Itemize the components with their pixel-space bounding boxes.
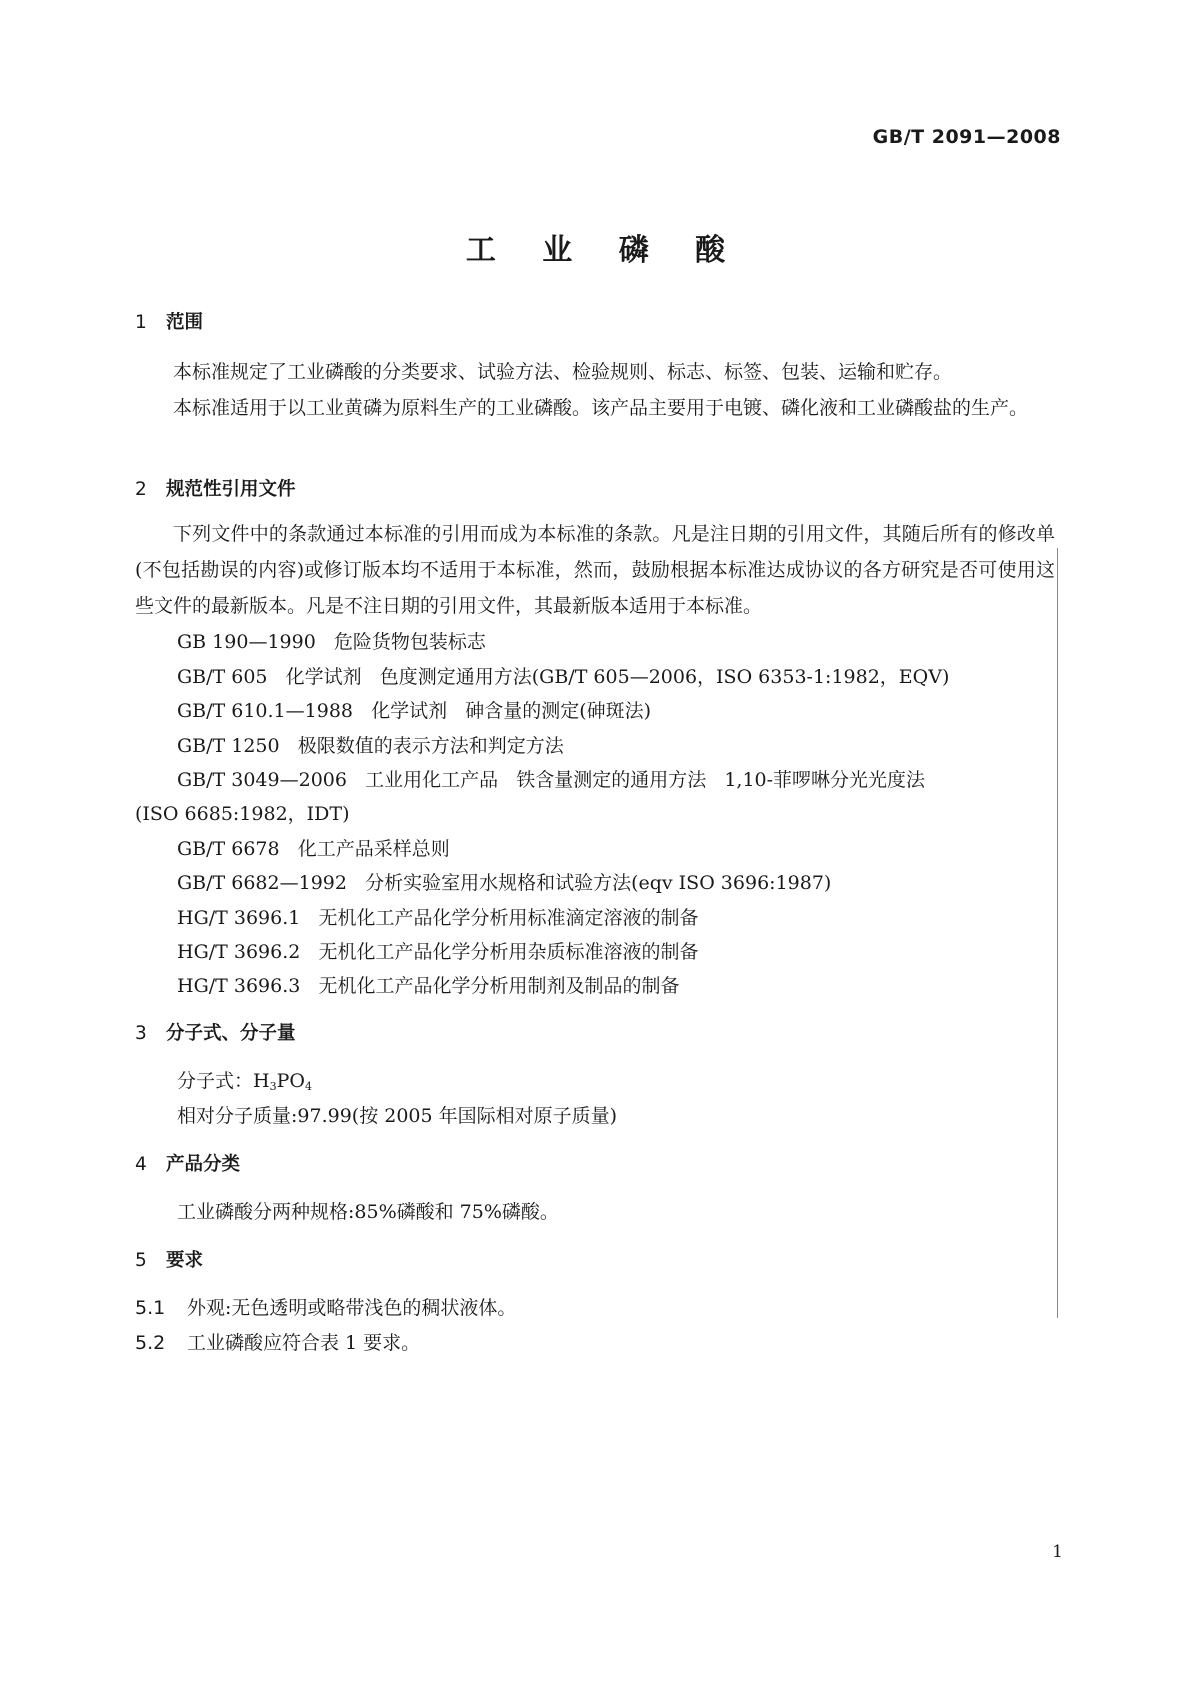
reference-item: GB/T 1250 极限数值的表示方法和判定方法 bbox=[177, 735, 564, 757]
section-title: 要求 bbox=[166, 1250, 204, 1271]
section-title: 分子式、分子量 bbox=[166, 1023, 296, 1044]
requirement-number: 5.2 bbox=[135, 1332, 166, 1354]
reference-item: GB/T 6678 化工产品采样总则 bbox=[177, 838, 450, 860]
reference-item: GB/T 605 化学试剂 色度测定通用方法(GB/T 605—2006，ISO 6353-1:1982，EQV) bbox=[177, 666, 950, 688]
requirement-item bbox=[135, 1328, 420, 1355]
section-number: 3 bbox=[135, 1023, 147, 1044]
requirement-text: 外观:无色透明或略带浅色的稠状液体。 bbox=[187, 1297, 517, 1319]
reference-item-continuation: (ISO 6685:1982，IDT) bbox=[135, 803, 350, 825]
document-title: 工 业 磷 酸 bbox=[465, 233, 744, 268]
section-title: 产品分类 bbox=[166, 1154, 241, 1175]
requirement-item bbox=[135, 1293, 516, 1320]
section-title: 规范性引用文件 bbox=[166, 479, 296, 500]
section-4-heading bbox=[135, 1150, 240, 1176]
reference-item: GB/T 610.1—1988 化学试剂 砷含量的测定(砷斑法) bbox=[177, 700, 652, 722]
section-1-paragraph-1: 本标准规定了工业磷酸的分类要求、试验方法、检验规则、标志、标签、包装、运输和贮存。 bbox=[173, 361, 953, 383]
section-5-heading bbox=[135, 1246, 203, 1272]
reference-item: GB/T 3049—2006 工业用化工产品 铁含量测定的通用方法 1,10-菲啰啉分光光度法 bbox=[177, 769, 926, 791]
section-number: 5 bbox=[135, 1250, 147, 1271]
reference-item: HG/T 3696.3 无机化工产品化学分析用制剂及制品的制备 bbox=[177, 975, 680, 997]
section-number: 2 bbox=[135, 479, 147, 500]
formula-label: 分子式： bbox=[177, 1070, 254, 1092]
section-1-heading bbox=[135, 308, 203, 334]
revision-bar bbox=[1057, 548, 1058, 1318]
requirement-text: 工业磷酸应符合表 1 要求。 bbox=[187, 1332, 421, 1354]
formula-h: H bbox=[253, 1070, 270, 1092]
reference-item: HG/T 3696.1 无机化工产品化学分析用标准滴定溶液的制备 bbox=[177, 907, 699, 929]
section-number: 4 bbox=[135, 1154, 147, 1175]
section-number: 1 bbox=[135, 312, 147, 333]
reference-item: GB/T 6682—1992 分析实验室用水规格和试验方法(eqv ISO 3696:1987) bbox=[177, 872, 832, 894]
formula-po-subscript: 4 bbox=[304, 1080, 312, 1093]
formula-po: PO bbox=[276, 1070, 305, 1092]
molecular-formula bbox=[177, 1066, 312, 1093]
standard-number: GB/T 2091—2008 bbox=[872, 126, 1061, 148]
section-title: 范围 bbox=[166, 312, 204, 333]
product-classification-text: 工业磷酸分两种规格:85%磷酸和 75%磷酸。 bbox=[177, 1201, 559, 1223]
reference-item: GB 190—1990 危险货物包装标志 bbox=[177, 631, 486, 653]
requirement-number: 5.1 bbox=[135, 1297, 166, 1319]
section-1-paragraph-2: 本标准适用于以工业黄磷为原料生产的工业磷酸。该产品主要用于电镀、磷化液和工业磷酸盐的生产。 bbox=[173, 397, 1029, 419]
reference-item: HG/T 3696.2 无机化工产品化学分析用杂质标准溶液的制备 bbox=[177, 941, 699, 963]
formula-h-subscript: 3 bbox=[269, 1080, 277, 1093]
page-number: 1 bbox=[1052, 1542, 1063, 1562]
section-2-intro: 下列文件中的条款通过本标准的引用而成为本标准的条款。凡是注日期的引用文件，其随后所有的修改单(不包括勘误的内容)或修订版本均不适用于本标准，然而，鼓励根据本标准达成协议的各方研究是否可使用这些文件的最新版本。凡是不注日期的引用文件，其最新版本适用于本标准。 bbox=[135, 523, 1055, 617]
section-2-heading bbox=[135, 475, 296, 501]
molecular-mass: 相对分子质量:97.99(按 2005 年国际相对原子质量) bbox=[177, 1105, 618, 1127]
section-3-heading bbox=[135, 1019, 296, 1045]
